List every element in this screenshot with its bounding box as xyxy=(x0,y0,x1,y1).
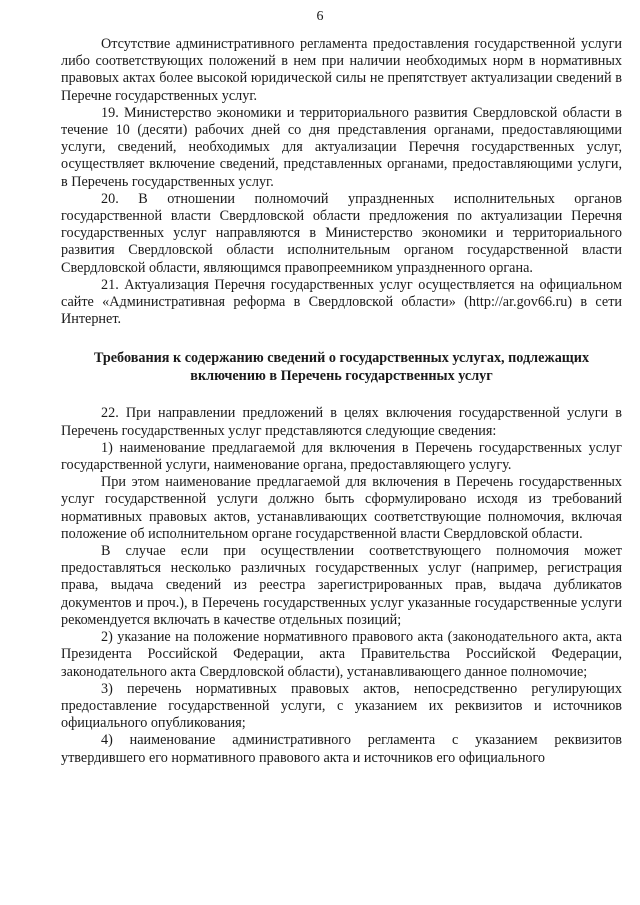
paragraph-naming-requirement: При этом наименование предлагаемой для включения в Перечень государственных услуг государственной услуги должно быть сформулировано исходя из требований нормативных правовых актов, устанавливающих соответствующие полномочия, включая положение об исполнительном органе государственной власти Свердловской области. xyxy=(61,474,622,542)
paragraph-regulation-absence: Отсутствие административного регламента предоставления государственной услуги либо соответствующих положений в нем при наличии необходимых норм в нормативных правовых актах более высокой юридической силы не препятствует актуализации сведений в Перечне государственных услуг. xyxy=(61,36,622,104)
document-body xyxy=(61,36,622,767)
section-heading: Требования к содержанию сведений о государственных услугах, подлежащих включению в Перечень государственных услуг xyxy=(93,350,590,384)
paragraph-19: 19. Министерство экономики и территориального развития Свердловской области в течение 10 (десяти) рабочих дней со дня представления органами, предоставляющими услуги, сведений, необходимых для актуализации Перечня государственных услуг, осуществляет включение сведений, представленных органами, предоставляющими услуги, в Перечень государственных услуг. xyxy=(61,104,622,190)
paragraph-21: 21. Актуализация Перечня государственных услуг осуществляется на официальном сайте «Административная реформа в Свердловской области» (http://ar.gov66.ru) в сети Интернет. xyxy=(61,276,622,328)
paragraph-20: 20. В отношении полномочий упраздненных исполнительных органов государственной власти Свердловской области предложения по актуализации Перечня государственных услуг направляются в Министерство экономики и территориального развития Свердловской области исполнительным органом государственной власти Свердловской области, являющимся правопреемником упраздненного органа. xyxy=(61,190,622,276)
list-item-3: 3) перечень нормативных правовых актов, непосредственно регулирующих предоставление государственной услуги, с указанием их реквизитов и источников официального опубликования; xyxy=(61,680,622,732)
list-item-1: 1) наименование предлагаемой для включения в Перечень государственных услуг государственной услуги, наименование органа, предоставляющего услугу. xyxy=(61,439,622,474)
page-number: 6 xyxy=(316,9,324,24)
list-item-2: 2) указание на положение нормативного правового акта (законодательного акта, акта Президента Российской Федерации, акта Правительства Российской Федерации, законодательного акта Свердловской области), устанавливающего данное полномочие; xyxy=(61,629,622,680)
list-item-4: 4) наименование административного регламента с указанием реквизитов утвердившего его нормативного правового акта и источников его официального xyxy=(61,732,622,766)
paragraph-22: 22. При направлении предложений в целях включения государственной услуги в Перечень государственных услуг представляются следующие сведения: xyxy=(61,405,622,439)
paragraph-multiple-services: В случае если при осуществлении соответствующего полномочия может предоставляться несколько различных государственных услуг (например, регистрация права, выдача сведений из реестра зарегистрированных прав, выдача дубликатов документов и проч.), в Перечень государственных услуг указанные государственные услуги рекомендуется включать в качестве отдельных позиций; xyxy=(61,543,622,628)
